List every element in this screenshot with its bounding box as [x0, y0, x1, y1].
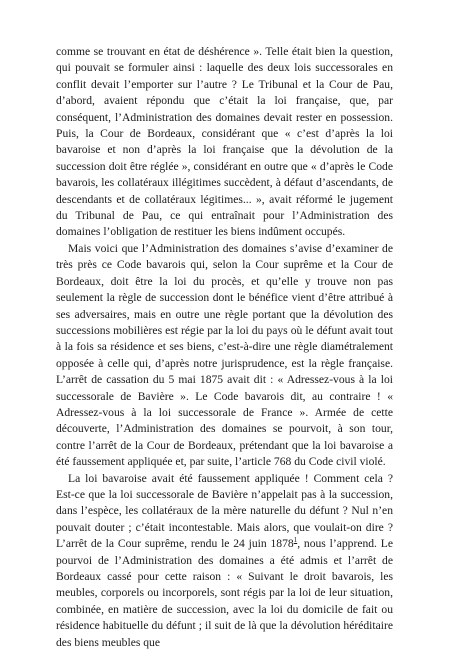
paragraph-3-text-before-note: La loi bavaroise avait été faussement appliquée ! Comment cela ? Est-ce que la loi successorale de Bavière n’appelait pas à la succession, dans l’espèce, les collatéraux de la mère naturelle du défunt ? Nul n’en pouvait douter ; c’était incontestable. Mais alors, que voulait-on dire ? L’arrêt de la Cour suprême, rendu le 24 juin 1878: [56, 471, 393, 551]
paragraph-1: comme se trouvant en état de déshérence ». Telle était bien la question, qui pouvait se formuler ainsi : laquelle des deux lois successorales en conflit devait l’emporter sur l’autre ? Le Tribunal et la Cour de Pau, d’abord, avaient répondu que c’était la loi française, que, par conséquent, l’Administration des domaines devait rester en possession. Puis, la Cour de Bordeaux, considérant que « c’est d’après la loi bavaroise et non d’après la loi française que la dévolution de la succession doit être réglée », considérant en outre que « d’après le Code bavarois, les collatéraux illégitimes succèdent, à défaut d’ascendants, de descendants et de collatéraux légitimes... », avait réformé le jugement du Tribunal de Pau, ce qui entraînait pour l’Administration des domaines l’obligation de restituer les biens indûment occupés.: [56, 45, 393, 239]
footnote-reference-link[interactable]: 1: [293, 536, 298, 545]
paragraph-3-text-after-note: , nous l’apprend. Le pourvoi de l’Administration des domaines a été admis et l’arrêt de Bordeaux cassé pour cette raison : « Suivant le droit bavarois, les meubles, corporels ou incorporels, sont régis par la loi de leur situation, combinée, en matière de succession, avec la loi du domicile de fait ou résidence habituelle du défunt ; il suit de là que la dévolution héréditaire des biens meubles que: [56, 537, 393, 649]
document-page: [56, 44, 393, 651]
paragraph-3: [56, 471, 393, 651]
paragraph-2: Mais voici que l’Administration des domaines s’avise d’examiner de très près ce Code bavarois qui, selon la Cour suprême et la Cour de Bordeaux, doit être la loi du procès, et qu’elle y trouve non pas seulement la règle de succession dont le bénéfice vient d’être attribué à ses adversaires, mais en outre une règle portant que la dévolution des successions mobilières est régie par la loi du pays où le défunt avait tout à la fois sa résidence et ses biens, c’est-à-dire une règle diamétralement opposée à celle qui, d’après notre jurisprudence, est la règle française. L’arrêt de cassation du 5 mai 1875 avait dit : « Adressez-vous à la loi successorale de Bavière ». Le Code bavarois dit, au contraire ! « Adressez-vous à la loi successorale de France ». Armée de cette découverte, l’Administration des domaines se pourvoit, à son tour, contre l’arrêt de la Cour de Bordeaux, prétendant que la loi bavaroise a été faussement appliquée et, par suite, l’article 768 du Code civil violé.: [56, 241, 393, 469]
